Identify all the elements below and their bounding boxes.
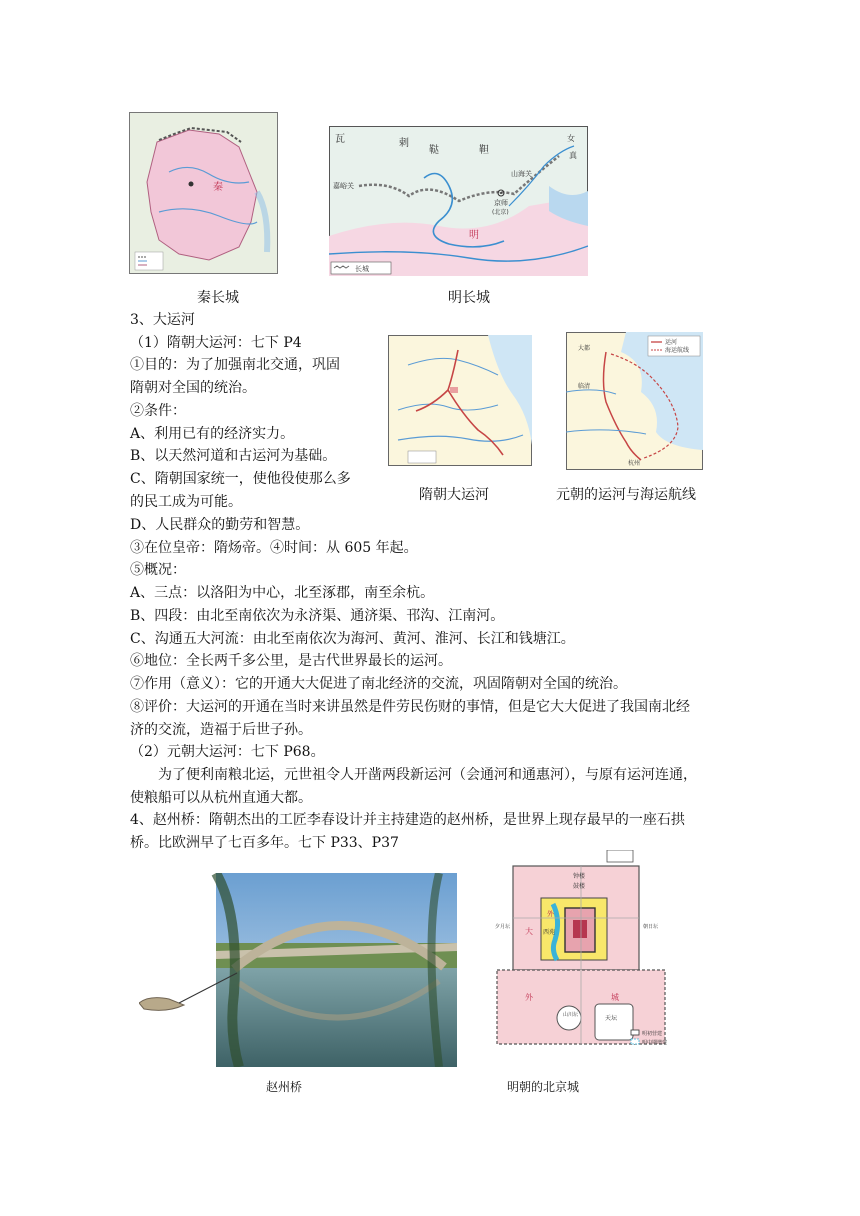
body-line: ⑥地位：全长两千多公里，是古代世界最长的运河。: [130, 653, 452, 669]
body-line: ③在位皇帝：隋炀帝。④时间：从 605 年起。: [130, 540, 418, 556]
sui-canal-heading: （1）隋朝大运河：七下 P4: [130, 335, 302, 351]
svg-text:(北京): (北京): [492, 209, 509, 216]
body-line: 使粮船可以从杭州直通大都。: [130, 790, 312, 806]
svg-text:城: 城: [611, 993, 619, 1002]
svg-text:明初营建: 明初营建: [642, 1031, 663, 1037]
ming-wall-caption: 明长城: [448, 290, 490, 306]
svg-text:外: 外: [525, 993, 533, 1002]
zhaozhou-bridge-caption: 赵州桥: [266, 1080, 303, 1094]
svg-text:明中期增建: 明中期增建: [642, 1040, 668, 1046]
svg-text:钟楼: 钟楼: [573, 873, 586, 880]
body-line: A、利用已有的经济实力。: [130, 426, 295, 442]
qin-wall-caption: 秦长城: [197, 290, 239, 306]
svg-text:京师: 京师: [494, 199, 508, 207]
svg-text:临清: 临清: [578, 383, 591, 390]
body-line: ①目的：为了加强南北交通，巩固: [130, 357, 340, 373]
body-line: C、沟通五大河流：由北至南依次为海河、黄河、淮河、长江和钱塘江。: [130, 631, 575, 647]
svg-text:外: 外: [547, 910, 554, 918]
qin-wall-map: [129, 112, 278, 274]
zhaozhou-bridge-photo: [139, 873, 457, 1067]
svg-text:山川坛: 山川坛: [563, 1012, 579, 1018]
svg-text:天坛: 天坛: [605, 1015, 618, 1022]
svg-text:女: 女: [567, 134, 575, 143]
yuan-canal-map: [566, 332, 703, 470]
ming-beijing-caption: 明朝的北京城: [507, 1080, 580, 1094]
body-line: 济的交流，造福于后世子孙。: [130, 722, 312, 738]
body-line: ⑦作用（意义）：它的开通大大促进了南北经济的交流，巩固隋朝对全国的统治。: [130, 676, 627, 692]
svg-text:运河: 运河: [665, 339, 678, 346]
ming-beijing-map: [495, 850, 675, 1046]
svg-text:鞑: 鞑: [429, 145, 439, 156]
body-line: ⑧评价：大运河的开通在当时来讲虽然是件劳民伤财的事情，但是它大大促进了我国南北经: [130, 699, 690, 715]
yuan-canal-caption: 元朝的运河与海运航线: [556, 487, 696, 503]
section-4-heading: 4、赵州桥：隋朝杰出的工匠李春设计并主持建造的赵州桥，是世界上现存最早的一座石拱: [130, 812, 685, 828]
svg-text:山海关: 山海关: [511, 170, 532, 178]
yuan-canal-heading: （2）元朝大运河：七下 P68。: [130, 744, 325, 760]
body-line: 的民工成为可能。: [130, 494, 242, 510]
svg-text:秦: 秦: [213, 182, 223, 193]
svg-text:鼓楼: 鼓楼: [573, 883, 586, 890]
svg-text:嘉峪关: 嘉峪关: [333, 182, 354, 190]
body-line: A、三点：以洛阳为中心，北至涿郡，南至余杭。: [130, 585, 435, 601]
sui-canal-map: [388, 335, 532, 466]
body-line: C、隋朝国家统一，使他役使那么多: [130, 471, 351, 487]
svg-text:瓦: 瓦: [335, 134, 345, 145]
body-line: 桥。比欧洲早了七百多年。七下 P33、P37: [130, 835, 399, 851]
sui-canal-caption: 隋朝大运河: [419, 487, 489, 503]
body-line: ②条件：: [130, 403, 186, 419]
svg-text:西苑: 西苑: [543, 929, 556, 936]
body-line: 隋朝对全国的统治。: [130, 380, 256, 396]
svg-text:剌: 剌: [399, 138, 409, 149]
svg-text:靼: 靼: [479, 145, 489, 156]
body-line: B、四段：由北至南依次为永济渠、通济渠、邗沟、江南河。: [130, 608, 505, 624]
svg-text:海运航线: 海运航线: [665, 347, 690, 354]
body-line: D、人民群众的勤劳和智慧。: [130, 517, 310, 533]
svg-text:朝日坛: 朝日坛: [643, 924, 659, 930]
body-line: ⑤概况：: [130, 562, 186, 578]
body-line: B、以天然河道和古运河为基础。: [130, 448, 337, 464]
section-3-heading: 3、大运河: [130, 312, 195, 328]
svg-text:大都: 大都: [578, 345, 591, 352]
svg-text:明: 明: [469, 230, 479, 241]
svg-text:夕月坛: 夕月坛: [495, 924, 511, 930]
svg-text:长城: 长城: [355, 265, 369, 273]
body-line: 为了便利南粮北运，元世祖令人开凿两段新运河（会通河和通惠河），与原有运河连通，: [158, 767, 697, 783]
ming-wall-map: [329, 126, 588, 276]
svg-text:杭州: 杭州: [628, 460, 641, 467]
svg-text:真: 真: [569, 151, 577, 160]
svg-text:大: 大: [525, 927, 533, 936]
